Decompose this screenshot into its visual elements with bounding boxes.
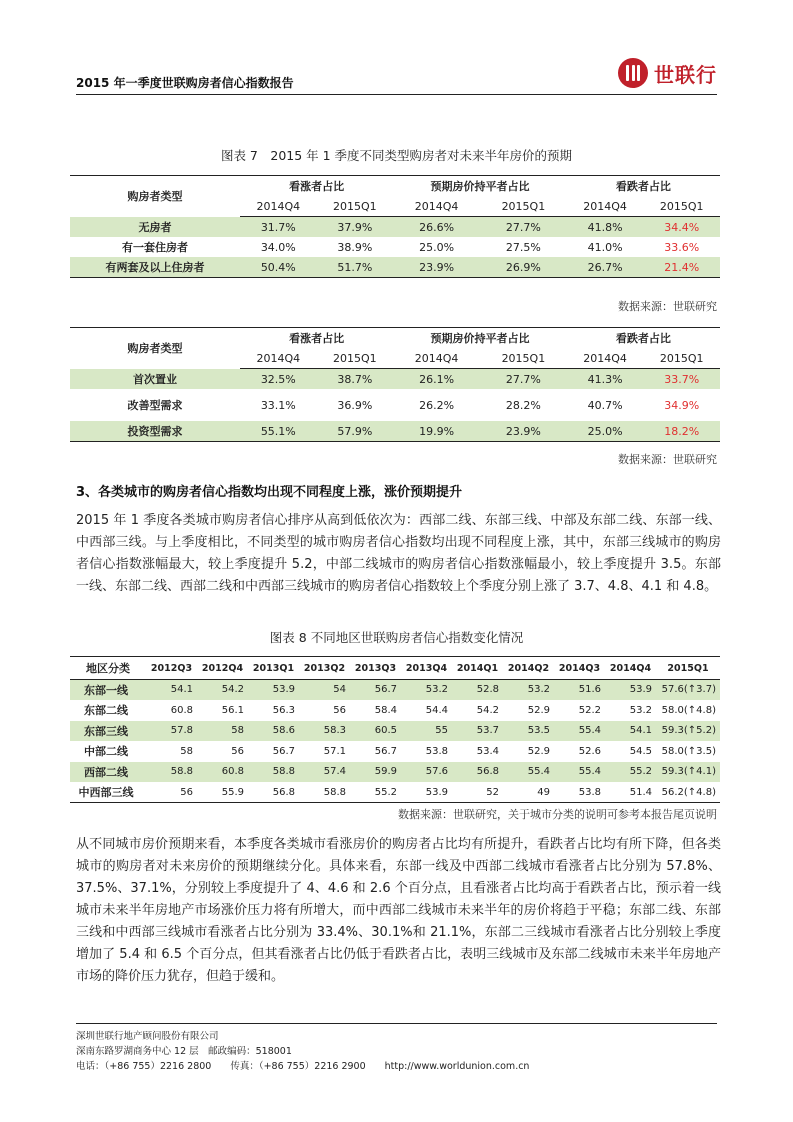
cell: 19.9%	[393, 421, 480, 442]
cell-down: 33.6%	[664, 240, 700, 254]
cell: 58.8	[146, 762, 197, 783]
period-header: 2014Q4	[393, 348, 480, 369]
closing-paragraph: 从不同城市房价预期来看，本季度各类城市看涨房价的购房者占比均有所提升，看跌者占比均有所下降，但各类城市的购房者对未来房价的预期继续分化。具体来看，东部一线及中西部二线城市看涨者占比分别为 57.8%、37.5%、37.1%，分别较上季度提升了 4、4.6 和 2.6 个百分点，且看涨者占比均高于看跌者占比，预示着一线城市未来半年房地产市场涨价压力将有所增大，而中西部二线城市未来半年的房价将趋于平稳；东部二线、东部三线和中西部三线城市看涨者占比分别为 33.4%、30.1%和 21.1%，东部二三线城市看涨者占比分别较上季度增加了 5.4 和 6.5 个百分点，但其看涨者占比仍低于看跌者占比，表明三线城市及东部二线城市未来半年房地产市场的降价压力犹存，但趋于缓和。	[76, 837, 721, 984]
cell: 41.8%	[567, 217, 644, 238]
figure7-table-owners	[70, 175, 720, 278]
period-header: 2015Q1	[643, 348, 720, 369]
cell: 54.4	[401, 700, 452, 721]
cell: 36.9%	[337, 398, 373, 412]
cell: 57.4	[299, 762, 350, 783]
table-row	[70, 421, 720, 442]
cell: 53.2	[503, 680, 554, 701]
table-row	[70, 257, 720, 278]
figure8-table	[70, 656, 720, 803]
col-header-region: 地区分类	[70, 657, 146, 680]
cell: 53.4	[452, 741, 503, 762]
cell: 33.1%	[260, 398, 296, 412]
cell: 56.7	[248, 741, 299, 762]
cell: 56.3	[248, 700, 299, 721]
cell: 41.0%	[587, 240, 623, 254]
cell: 55.4	[554, 762, 605, 783]
quarter-header: 2014Q3	[554, 657, 605, 680]
col-header-type: 购房者类型	[70, 328, 240, 369]
cell: 55.9	[197, 782, 248, 803]
cell: 60.8	[197, 762, 248, 783]
table-row	[70, 700, 720, 721]
table-row	[70, 369, 720, 390]
cell: 58.8	[248, 762, 299, 783]
cell: 26.2%	[419, 398, 455, 412]
cell: 25.0%	[567, 421, 644, 442]
figure8-caption: 图表 8 不同地区世联购房者信心指数变化情况	[269, 630, 524, 645]
section-heading: 3、各类城市的购房者信心指数均出现不同程度上涨，涨价预期提升	[76, 485, 463, 500]
cell: 57.6(↑3.7)	[656, 680, 720, 701]
table-row	[70, 389, 720, 421]
period-header: 2014Q4	[567, 348, 644, 369]
report-title: 2015 年一季度世联购房者信心指数报告	[76, 76, 294, 90]
cell: 27.7%	[480, 217, 567, 238]
row-label: 有两套及以上住房者	[70, 257, 240, 278]
table-row	[70, 680, 720, 701]
cell: 58	[197, 721, 248, 742]
brand-name: 世联行	[654, 62, 717, 87]
cell: 58.0(↑3.5)	[656, 741, 720, 762]
cell-down: 33.7%	[643, 369, 720, 390]
cell: 54	[299, 680, 350, 701]
quarter-header: 2012Q4	[197, 657, 248, 680]
cell: 52.2	[554, 700, 605, 721]
cell: 26.9%	[480, 257, 567, 278]
cell: 27.5%	[505, 240, 541, 254]
cell: 55.4	[503, 762, 554, 783]
cell: 56.7	[350, 680, 401, 701]
period-header: 2015Q1	[480, 348, 567, 369]
period-header: 2014Q4	[393, 196, 480, 217]
cell: 56.2(↑4.8)	[656, 782, 720, 803]
quarter-header: 2014Q2	[503, 657, 554, 680]
quarter-header: 2013Q4	[401, 657, 452, 680]
cell: 27.7%	[480, 369, 567, 390]
cell: 41.3%	[567, 369, 644, 390]
group-header-up: 看涨者占比	[240, 328, 393, 349]
cell: 49	[503, 782, 554, 803]
cell: 40.7%	[587, 398, 623, 412]
cell: 26.6%	[393, 217, 480, 238]
cell: 57.9%	[317, 421, 394, 442]
quarter-header: 2015Q1	[656, 657, 720, 680]
cell-down: 18.2%	[643, 421, 720, 442]
cell: 54.1	[146, 680, 197, 701]
cell: 55	[401, 721, 452, 742]
cell: 53.5	[503, 721, 554, 742]
period-header: 2014Q4	[240, 348, 317, 369]
cell: 55.2	[350, 782, 401, 803]
cell: 26.7%	[567, 257, 644, 278]
cell: 58.4	[350, 700, 401, 721]
period-header: 2014Q4	[240, 196, 317, 217]
figure7-source: 数据来源：世联研究	[618, 300, 717, 313]
row-label: 中部二线	[70, 741, 146, 762]
cell: 55.2	[605, 762, 656, 783]
figure7-caption: 图表 7 2015 年 1 季度不同类型购房者对未来半年房价的预期	[220, 148, 573, 163]
table-row	[70, 741, 720, 762]
header-divider	[76, 94, 717, 95]
cell: 25.0%	[419, 240, 455, 254]
row-label: 无房者	[70, 217, 240, 238]
cell: 52.9	[503, 700, 554, 721]
footer-company: 深圳世联行地产顾问股份有限公司	[76, 1031, 219, 1042]
logo-icon	[618, 58, 648, 88]
cell: 60.5	[350, 721, 401, 742]
group-header-down: 看跌者占比	[567, 328, 720, 349]
period-header: 2014Q4	[567, 196, 644, 217]
period-header: 2015Q1	[643, 196, 720, 217]
cell: 59.3(↑5.2)	[656, 721, 720, 742]
figure8-source: 数据来源：世联研究，关于城市分类的说明可参考本报告尾页说明	[398, 808, 717, 821]
cell: 26.1%	[393, 369, 480, 390]
cell: 56	[299, 700, 350, 721]
cell: 60.8	[146, 700, 197, 721]
cell: 59.3(↑4.1)	[656, 762, 720, 783]
cell: 58.8	[299, 782, 350, 803]
cell: 53.9	[605, 680, 656, 701]
cell: 53.9	[248, 680, 299, 701]
quarter-header: 2013Q2	[299, 657, 350, 680]
row-label: 有一套住房者	[122, 241, 188, 254]
cell-down: 34.4%	[643, 217, 720, 238]
row-label: 东部一线	[70, 680, 146, 701]
cell: 57.1	[299, 741, 350, 762]
group-header-flat: 预期房价持平者占比	[393, 328, 567, 349]
cell: 34.0%	[260, 240, 296, 254]
figure7-table-demand	[70, 327, 720, 442]
group-header-flat: 预期房价持平者占比	[393, 176, 567, 197]
cell: 58	[146, 741, 197, 762]
cell: 58.3	[299, 721, 350, 742]
page-header	[76, 54, 717, 96]
brand-logo	[618, 58, 717, 88]
cell: 52.6	[554, 741, 605, 762]
cell: 52.9	[503, 741, 554, 762]
cell: 53.8	[554, 782, 605, 803]
cell: 56.8	[248, 782, 299, 803]
cell: 28.2%	[505, 398, 541, 412]
table-row	[70, 217, 720, 238]
period-header: 2015Q1	[317, 196, 394, 217]
row-label: 西部二线	[70, 762, 146, 783]
cell: 52.8	[452, 680, 503, 701]
cell: 54.2	[452, 700, 503, 721]
cell: 58.0(↑4.8)	[656, 700, 720, 721]
section-paragraph: 2015 年 1 季度各类城市购房者信心排序从高到低依次为：西部二线、东部三线、中部及东部二线、东部一线、中西部三线。与上季度相比，不同类型的城市购房者信心指数均出现不同程度上涨，其中，东部三线城市的购房者信心指数涨幅最大，较上季度提升 5.2，中部二线城市的购房者信心指数涨幅最小，较上季度提升 3.5。东部一线、东部二线、西部二线和中西部三线城市的购房者信心指数较上个季度分别上涨了 3.7、4.8、4.1 和 4.8。	[76, 513, 721, 594]
table-row	[70, 782, 720, 803]
cell: 53.9	[401, 782, 452, 803]
cell: 56.7	[350, 741, 401, 762]
cell: 54.5	[605, 741, 656, 762]
table-header-row	[70, 657, 720, 680]
footer-contact: 电话：（+86 755）2216 2800 传真：（+86 755）2216 2900 http://www.worldunion.com.cn	[76, 1061, 530, 1072]
cell: 57.6	[401, 762, 452, 783]
cell: 56	[197, 741, 248, 762]
cell: 54.1	[605, 721, 656, 742]
cell: 55.4	[554, 721, 605, 742]
quarter-header: 2014Q4	[605, 657, 656, 680]
quarter-header: 2013Q3	[350, 657, 401, 680]
cell-down: 34.9%	[664, 398, 700, 412]
group-header-up: 看涨者占比	[240, 176, 393, 197]
cell: 53.2	[401, 680, 452, 701]
cell: 55.1%	[240, 421, 317, 442]
cell: 23.9%	[393, 257, 480, 278]
cell: 23.9%	[480, 421, 567, 442]
row-label: 东部三线	[70, 721, 146, 742]
row-label: 东部二线	[70, 700, 146, 721]
quarter-header: 2012Q3	[146, 657, 197, 680]
quarter-header: 2014Q1	[452, 657, 503, 680]
cell: 58.6	[248, 721, 299, 742]
table-row	[70, 721, 720, 742]
cell: 56	[146, 782, 197, 803]
footer-divider	[76, 1023, 717, 1024]
cell: 31.7%	[240, 217, 317, 238]
group-header-down: 看跌者占比	[567, 176, 720, 197]
figure7b-source: 数据来源：世联研究	[618, 453, 717, 466]
quarter-header: 2013Q1	[248, 657, 299, 680]
table-row	[70, 237, 720, 257]
col-header-type: 购房者类型	[70, 176, 240, 217]
row-label: 首次置业	[70, 369, 240, 390]
cell: 57.8	[146, 721, 197, 742]
table-row	[70, 762, 720, 783]
cell: 54.2	[197, 680, 248, 701]
row-label: 中西部三线	[70, 782, 146, 803]
cell: 53.8	[401, 741, 452, 762]
cell: 37.9%	[317, 217, 394, 238]
cell: 56.8	[452, 762, 503, 783]
cell: 51.7%	[317, 257, 394, 278]
cell: 52	[452, 782, 503, 803]
cell: 38.7%	[317, 369, 394, 390]
cell: 51.6	[554, 680, 605, 701]
cell: 53.2	[605, 700, 656, 721]
period-header: 2015Q1	[480, 196, 567, 217]
row-label: 投资型需求	[70, 421, 240, 442]
cell: 38.9%	[337, 240, 373, 254]
cell: 53.7	[452, 721, 503, 742]
period-header: 2015Q1	[317, 348, 394, 369]
footer-address: 深南东路罗湖商务中心 12 层 邮政编码：518001	[76, 1046, 292, 1057]
cell-down: 21.4%	[643, 257, 720, 278]
cell: 59.9	[350, 762, 401, 783]
cell: 56.1	[197, 700, 248, 721]
cell: 51.4	[605, 782, 656, 803]
row-label: 改善型需求	[127, 399, 183, 412]
cell: 50.4%	[240, 257, 317, 278]
cell: 32.5%	[240, 369, 317, 390]
